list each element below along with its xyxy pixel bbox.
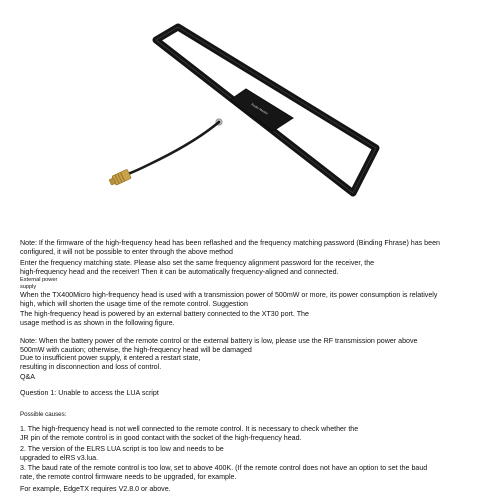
text-line: For example, EdgeTX requires V2.8.0 or above. [20, 485, 171, 493]
cause-1 [20, 425, 482, 442]
text-line: 500mW with caution; otherwise, the high-frequency head will be damaged [20, 345, 252, 354]
text-line: Q&A [20, 373, 35, 381]
board-label: Radio Master [250, 102, 269, 116]
firmware-note [20, 239, 482, 256]
text-line: resulting in disconnection and loss of control. [20, 362, 162, 371]
cause-3 [20, 464, 482, 481]
cause-2 [20, 445, 482, 462]
text-line: 2. The version of the ELRS LUA script is too low and needs to be [20, 445, 224, 453]
text-line: Enter the frequency matching state. Please also set the same frequency alignment password for the receiver, the [20, 259, 375, 267]
text-line: upgraded to elRS v3.lua. [20, 453, 99, 462]
antenna-figure [0, 0, 500, 225]
text-line: Possible causes: [20, 411, 67, 418]
text-line: The high-frequency head is powered by an external battery connected to the XT30 port. The [20, 310, 309, 318]
external-power-heading [20, 277, 482, 292]
text-line: Question 1: Unable to access the LUA script [20, 389, 159, 397]
text-line: configured, it will not be possible to enter through the above method [20, 247, 233, 256]
text-line: When the TX400Micro high-frequency head is used with a transmission power of 500mW or more, its power consumption is relatively [20, 291, 438, 299]
text-line: Note: When the battery power of the remote control or the external battery is low, please use the RF transmission power above [20, 337, 418, 345]
question-1 [20, 389, 482, 398]
text-line: Due to insufficient power supply, it entered a restart state, [20, 354, 201, 363]
text-line: 3. The baud rate of the remote control is too low, set to above 400K. (If the remote control does not have an option to set the baud [20, 464, 428, 472]
sma-connector [108, 169, 131, 187]
text-line: rate, the remote control firmware needs to be upgraded, for example. [20, 472, 237, 481]
frequency-matching-paragraph [20, 259, 482, 276]
text-line: high-frequency head and the receiver! Then it can be automatically frequency-aligned and connected. [20, 267, 339, 276]
power-consumption-paragraph [20, 291, 482, 308]
text-line: External power [20, 277, 58, 283]
qa-heading [20, 373, 482, 382]
text-line: JR pin of the remote control is in good contact with the socket of the high-frequency head. [20, 433, 302, 442]
text-line: usage method is as shown in the following figure. [20, 318, 175, 327]
possible-causes-heading [20, 411, 482, 420]
text-line: 1. The high-frequency head is not well connected to the remote control. It is necessary to check whether the [20, 425, 359, 433]
text-line: high, which will shorten the usage time of the remote control. Suggestion [20, 299, 248, 308]
low-battery-note [20, 337, 482, 371]
edgetx-example [20, 485, 482, 494]
coax-cable [128, 122, 219, 174]
text-line: Note: If the firmware of the high-frequency head has been reflashed and the frequency matching password (Binding Fhrase) has been [20, 239, 440, 247]
external-battery-paragraph [20, 310, 482, 327]
text-line: supply [20, 284, 37, 291]
